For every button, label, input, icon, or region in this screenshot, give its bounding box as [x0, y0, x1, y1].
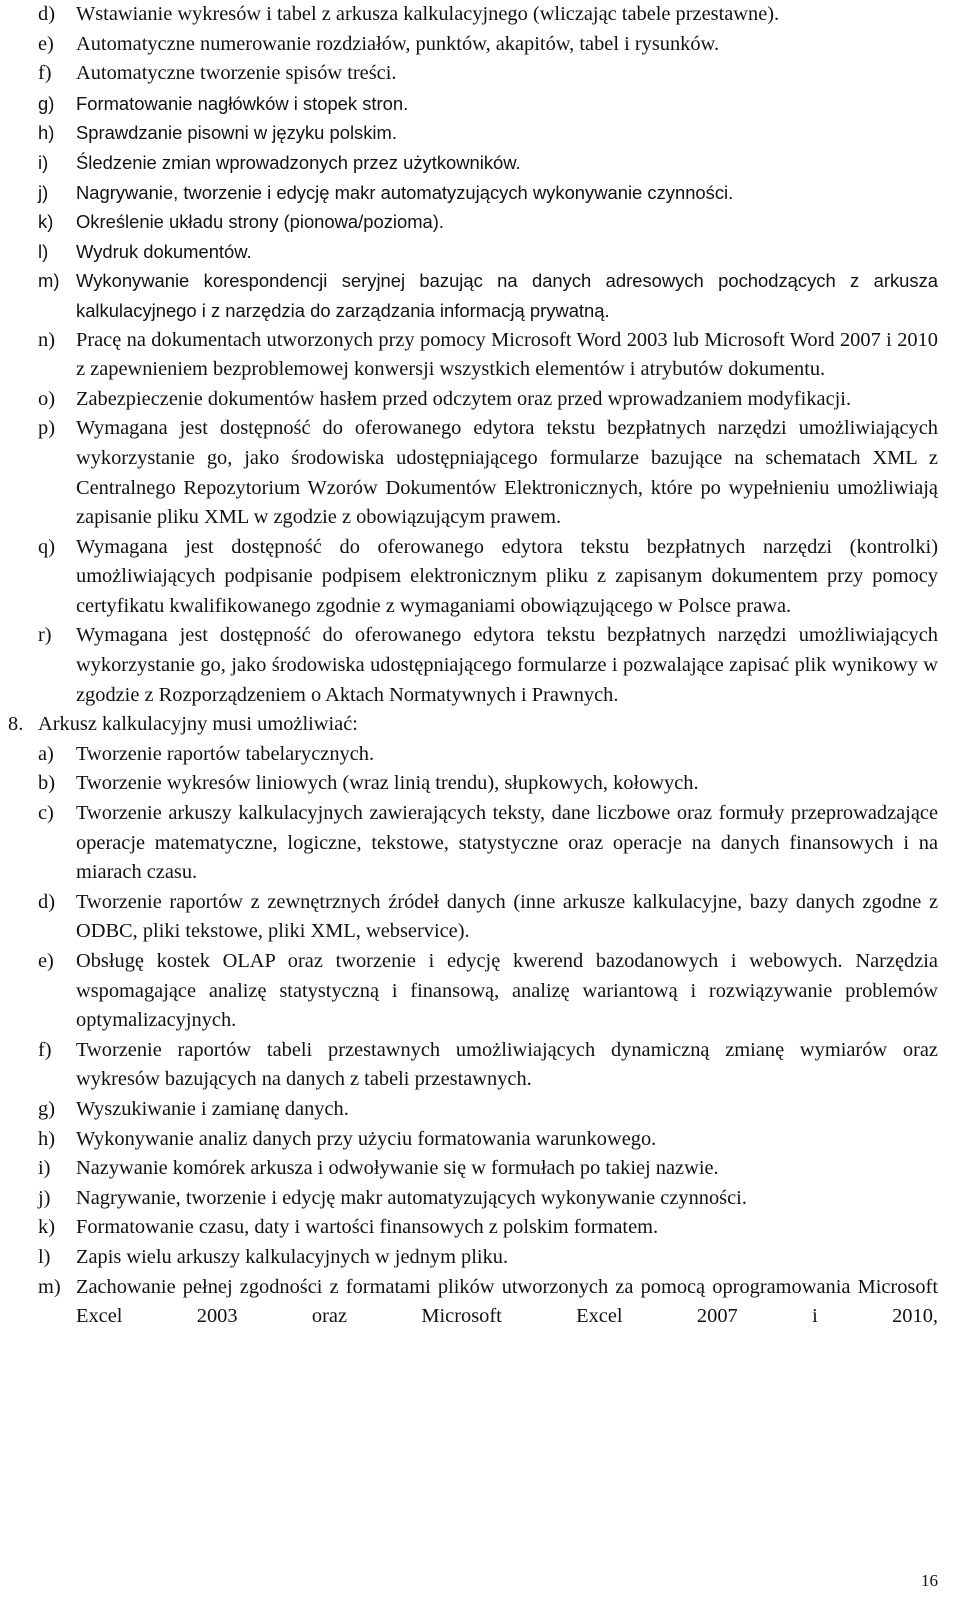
list-item [38, 740, 938, 770]
list-item-text: Pracę na dokumentach utworzonych przy pomocy Microsoft Word 2003 lub Microsoft Word 2007 i 2010 z zapewnieniem bezproblemowej konwersji wszystkich elementów i atrybutów dokumentu. [76, 328, 938, 381]
list-item [38, 1036, 938, 1095]
list-item-letter: p) [38, 417, 55, 440]
list-item [38, 1243, 938, 1273]
list-item-text: Wykonywanie analiz danych przy użyciu formatowania warunkowego. [76, 1127, 657, 1150]
list-item-letter: g) [38, 1097, 55, 1120]
list-item [38, 1213, 938, 1243]
list-item [38, 207, 938, 237]
list-item-letter: c) [38, 802, 54, 825]
list-item-letter: l) [38, 1245, 51, 1268]
spreadsheet-requirements [38, 740, 938, 1332]
list-item-letter: i) [38, 151, 49, 173]
list-item-letter: f) [38, 62, 52, 85]
list-item-text: Śledzenie zmian wprowadzonych przez użytkowników. [76, 151, 521, 173]
list-item-letter: n) [38, 328, 55, 351]
list-item [38, 1095, 938, 1125]
list-item-letter: a) [38, 742, 54, 765]
list-item-text: Wydruk dokumentów. [76, 240, 252, 262]
list-item-letter: h) [38, 1127, 55, 1150]
list-item-letter: d) [38, 3, 55, 25]
section-heading-8 [8, 710, 938, 740]
list-item-letter: b) [38, 772, 55, 795]
list-item-letter: m) [38, 270, 60, 292]
list-item [38, 947, 938, 1036]
list-item-letter: i) [38, 1157, 51, 1180]
list-item-letter: j) [38, 181, 49, 203]
list-item-letter: f) [38, 1038, 52, 1061]
list-item-letter: o) [38, 387, 55, 410]
list-item-text: Nazywanie komórek arkusza i odwoływanie się w formułach po takiej nazwie. [76, 1157, 719, 1180]
list-item-letter: k) [38, 1216, 55, 1239]
list-item [38, 89, 938, 119]
list-item [38, 59, 938, 89]
list-item [38, 533, 938, 622]
list-item-text: Wymagana jest dostępność do oferowanego edytora tekstu bezpłatnych narzędzi umożliwiających wykorzystanie go, jako środowiska udostępniającego formularze bazujące na schematach XML z Centralnego Repozytorium Wzorów Dokumentów Elektronicznych, które po wypełnieniu umożliwiają zapisanie pliku XML w zgodzie z obowiązującym prawem. [76, 417, 938, 529]
list-item-text: Tworzenie wykresów liniowych (wraz linią trendu), słupkowych, kołowych. [76, 772, 699, 795]
list-item-letter: m) [38, 1275, 61, 1298]
list-item-text: Automatyczne tworzenie spisów treści. [76, 62, 397, 85]
list-item-text: Wymagana jest dostępność do oferowanego edytora tekstu bezpłatnych narzędzi (kontrolki) umożliwiających podpisanie podpisem elektronicznym pliku z zapisanym dokumentem przy pomocy certyfikatu kwalifikowanego zgodnie z wymaganiami obowiązującego w Polsce prawa. [76, 535, 938, 617]
list-item-text: Tworzenie raportów tabelarycznych. [76, 742, 375, 765]
list-item-text: Formatowanie nagłówków i stopek stron. [76, 92, 409, 114]
list-item-letter: e) [38, 32, 54, 55]
word-processor-requirements [38, 0, 938, 710]
list-item-letter: d) [38, 890, 55, 913]
list-item-letter: k) [38, 211, 54, 233]
list-item-text: Wykonywanie korespondencji seryjnej bazując na danych adresowych pochodzących z arkusza kalkulacyjnego i z narzędzia do zarządzania informacją prywatną. [76, 270, 938, 321]
list-item-letter: r) [38, 624, 52, 647]
list-item-text: Automatyczne numerowanie rozdziałów, punktów, akapitów, tabel i rysunków. [76, 32, 720, 55]
list-item-text: Nagrywanie, tworzenie i edycję makr automatyzujących wykonywanie czynności. [76, 1186, 747, 1209]
list-item [38, 799, 938, 888]
list-item-text: Tworzenie raportów tabeli przestawnych umożliwiających dynamiczną zmianę wymiarów oraz wykresów bazujących na danych z tabeli przestawnych. [76, 1038, 938, 1091]
list-item-text: Wstawianie wykresów i tabel z arkusza kalkulacyjnego (wliczając tabele przestawne). [76, 3, 780, 25]
list-item-letter: j) [38, 1186, 51, 1209]
list-item-text: Zachowanie pełnej zgodności z formatami plików utworzonych za pomocą oprogramowania Microsoft Excel 2003 oraz Microsoft Excel 2007 i 2010, [76, 1275, 938, 1328]
list-item-text: Tworzenie arkuszy kalkulacyjnych zawierających teksty, dane liczbowe oraz formuły przeprowadzające operacje matematyczne, logiczne, tekstowe, statystyczne oraz operacje na danych finansowych i na miarach czasu. [76, 802, 938, 884]
list-item [38, 414, 938, 532]
list-item-text: Formatowanie czasu, daty i wartości finansowych z polskim formatem. [76, 1216, 659, 1239]
list-item [38, 178, 938, 208]
list-item [38, 1154, 938, 1184]
list-item [38, 621, 938, 710]
requirements-list [8, 0, 938, 1332]
list-item-text: Wyszukiwanie i zamianę danych. [76, 1097, 349, 1120]
list-item-text: Nagrywanie, tworzenie i edycję makr automatyzujących wykonywanie czynności. [76, 181, 734, 203]
list-item-text: Zapis wielu arkuszy kalkulacyjnych w jednym pliku. [76, 1245, 509, 1268]
list-item [38, 148, 938, 178]
list-item-letter: e) [38, 950, 54, 972]
list-item-letter: l) [38, 240, 49, 262]
list-item [38, 30, 938, 60]
list-item-text: Określenie układu strony (pionowa/pozioma). [76, 211, 444, 233]
list-item [38, 118, 938, 148]
section-title: Arkusz kalkulacyjny musi umożliwiać: [38, 713, 358, 736]
list-item [38, 1273, 938, 1332]
list-item [38, 1184, 938, 1214]
list-item [38, 385, 938, 415]
list-item [38, 1125, 938, 1155]
list-item-text: Wymagana jest dostępność do oferowanego edytora tekstu bezpłatnych narzędzi umożliwiających wykorzystanie go, jako środowiska udostępniającego formularze i pozwalające zapisać plik wynikowy w zgodzie z Rozporządzeniem o Aktach Normatywnych i Prawnych. [76, 624, 938, 706]
page-number: 16 [921, 1571, 938, 1590]
list-item [38, 769, 938, 799]
list-item [38, 0, 938, 30]
list-item [38, 888, 938, 947]
list-item [38, 237, 938, 267]
list-item [38, 326, 938, 385]
list-item-letter: q) [38, 535, 55, 558]
list-item-letter: h) [38, 122, 55, 144]
list-item-text: Obsługę kostek OLAP oraz tworzenie i edycję kwerend bazodanowych i webowych. Narzędzia wspomagające analizę statystyczną i finansową, analizę wariantową i rozwiązywanie problemów optymalizacyjnych. [76, 950, 938, 1032]
list-item-text: Zabezpieczenie dokumentów hasłem przed odczytem oraz przed wprowadzaniem modyfikacji. [76, 387, 852, 410]
list-item-text: Tworzenie raportów z zewnętrznych źródeł danych (inne arkusze kalkulacyjne, bazy danych zgodne z ODBC, pliki tekstowe, pliki XML, webservice). [76, 890, 938, 943]
list-item-letter: g) [38, 92, 55, 114]
list-item-text: Sprawdzanie pisowni w języku polskim. [76, 122, 397, 144]
list-item [38, 266, 938, 325]
section-number: 8. [8, 713, 24, 736]
